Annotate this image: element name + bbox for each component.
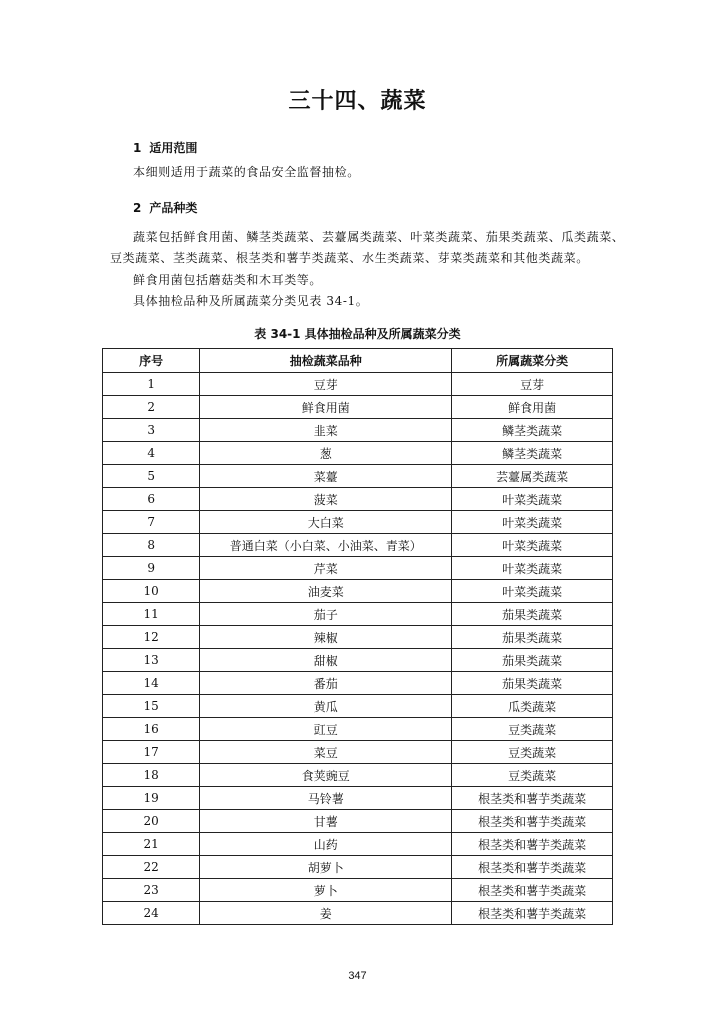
table-row (103, 695, 613, 718)
cell-no: 5 (103, 465, 200, 488)
cell-category: 根茎类和薯芋类蔬菜 (452, 879, 613, 902)
table-row (103, 902, 613, 925)
cell-no: 7 (103, 511, 200, 534)
table-row (103, 787, 613, 810)
cell-variety: 菜豆 (200, 741, 452, 764)
cell-no: 19 (103, 787, 200, 810)
section-title: 产品种类 (149, 201, 198, 215)
cell-variety: 菠菜 (200, 488, 452, 511)
table-row (103, 373, 613, 396)
cell-variety: 豆芽 (200, 373, 452, 396)
cell-category: 叶菜类蔬菜 (452, 534, 613, 557)
cell-category: 豆类蔬菜 (452, 741, 613, 764)
cell-category: 鲜食用菌 (452, 396, 613, 419)
cell-variety: 萝卜 (200, 879, 452, 902)
cell-variety: 油麦菜 (200, 580, 452, 603)
table-row (103, 833, 613, 856)
cell-no: 18 (103, 764, 200, 787)
section-heading-scope (133, 139, 197, 156)
cell-variety: 菜薹 (200, 465, 452, 488)
section-title: 适用范围 (149, 141, 198, 155)
table-row (103, 764, 613, 787)
table-row (103, 718, 613, 741)
cell-no: 2 (103, 396, 200, 419)
cell-no: 15 (103, 695, 200, 718)
table-header-row (103, 349, 613, 373)
cell-variety: 芹菜 (200, 557, 452, 580)
paragraph-table-ref: 具体抽检品种及所属蔬菜分类见表 34-1。 (133, 294, 369, 308)
cell-category: 根茎类和薯芋类蔬菜 (452, 902, 613, 925)
cell-variety: 葱 (200, 442, 452, 465)
cell-category: 茄果类蔬菜 (452, 603, 613, 626)
cell-variety: 马铃薯 (200, 787, 452, 810)
cell-no: 14 (103, 672, 200, 695)
cell-no: 8 (103, 534, 200, 557)
cell-no: 21 (103, 833, 200, 856)
cell-variety: 食荚豌豆 (200, 764, 452, 787)
cell-category: 芸薹属类蔬菜 (452, 465, 613, 488)
cell-category: 茄果类蔬菜 (452, 649, 613, 672)
header-category: 所属蔬菜分类 (452, 349, 613, 373)
header-variety: 抽检蔬菜品种 (200, 349, 452, 373)
cell-category: 叶菜类蔬菜 (452, 557, 613, 580)
table-row (103, 580, 613, 603)
table-row (103, 488, 613, 511)
paragraph-mushrooms: 鲜食用菌包括蘑菇类和木耳类等。 (133, 273, 323, 287)
section-number: 1 (133, 141, 142, 155)
table-row (103, 810, 613, 833)
cell-category: 豆芽 (452, 373, 613, 396)
cell-no: 10 (103, 580, 200, 603)
cell-category: 叶菜类蔬菜 (452, 511, 613, 534)
paragraph-scope: 本细则适用于蔬菜的食品安全监督抽检。 (133, 165, 360, 179)
cell-no: 9 (103, 557, 200, 580)
table-row (103, 603, 613, 626)
cell-no: 3 (103, 419, 200, 442)
cell-no: 12 (103, 626, 200, 649)
cell-no: 1 (103, 373, 200, 396)
cell-no: 16 (103, 718, 200, 741)
cell-variety: 番茄 (200, 672, 452, 695)
cell-category: 鳞茎类蔬菜 (452, 442, 613, 465)
cell-no: 20 (103, 810, 200, 833)
cell-category: 根茎类和薯芋类蔬菜 (452, 833, 613, 856)
table-row (103, 534, 613, 557)
cell-variety: 胡萝卜 (200, 856, 452, 879)
paragraph-categories-line2: 豆类蔬菜、茎类蔬菜、根茎类和薯芋类蔬菜、水生类蔬菜、芽菜类蔬菜和其他类蔬菜。 (110, 251, 589, 265)
table-row (103, 856, 613, 879)
cell-category: 根茎类和薯芋类蔬菜 (452, 856, 613, 879)
table-row (103, 511, 613, 534)
cell-no: 11 (103, 603, 200, 626)
cell-category: 鳞茎类蔬菜 (452, 419, 613, 442)
cell-no: 13 (103, 649, 200, 672)
table-body (103, 373, 613, 925)
cell-category: 叶菜类蔬菜 (452, 488, 613, 511)
table-row (103, 465, 613, 488)
table-row (103, 396, 613, 419)
cell-variety: 山药 (200, 833, 452, 856)
section-number: 2 (133, 201, 142, 215)
vegetable-table (102, 348, 613, 925)
cell-no: 4 (103, 442, 200, 465)
table-caption: 表 34-1 具体抽检品种及所属蔬菜分类 (254, 327, 461, 341)
header-no: 序号 (103, 349, 200, 373)
table-row (103, 672, 613, 695)
page-title: 三十四、蔬菜 (288, 89, 427, 114)
cell-variety: 鲜食用菌 (200, 396, 452, 419)
table-row (103, 626, 613, 649)
section-heading-categories (133, 199, 197, 216)
table-row (103, 419, 613, 442)
cell-variety: 辣椒 (200, 626, 452, 649)
cell-no: 17 (103, 741, 200, 764)
cell-variety: 韭菜 (200, 419, 452, 442)
cell-variety: 姜 (200, 902, 452, 925)
cell-no: 22 (103, 856, 200, 879)
cell-variety: 茄子 (200, 603, 452, 626)
cell-category: 豆类蔬菜 (452, 764, 613, 787)
table-row (103, 442, 613, 465)
page-number: 347 (348, 970, 367, 982)
cell-variety: 黄瓜 (200, 695, 452, 718)
table-row (103, 879, 613, 902)
cell-category: 茄果类蔬菜 (452, 626, 613, 649)
cell-category: 叶菜类蔬菜 (452, 580, 613, 603)
cell-no: 24 (103, 902, 200, 925)
cell-variety: 普通白菜（小白菜、小油菜、青菜） (200, 534, 452, 557)
table-row (103, 741, 613, 764)
cell-category: 豆类蔬菜 (452, 718, 613, 741)
cell-category: 茄果类蔬菜 (452, 672, 613, 695)
cell-category: 瓜类蔬菜 (452, 695, 613, 718)
cell-no: 23 (103, 879, 200, 902)
cell-variety: 甘薯 (200, 810, 452, 833)
table-row (103, 649, 613, 672)
cell-category: 根茎类和薯芋类蔬菜 (452, 810, 613, 833)
cell-no: 6 (103, 488, 200, 511)
cell-variety: 甜椒 (200, 649, 452, 672)
cell-variety: 豇豆 (200, 718, 452, 741)
table-row (103, 557, 613, 580)
cell-variety: 大白菜 (200, 511, 452, 534)
paragraph-categories-line1: 蔬菜包括鲜食用菌、鳞茎类蔬菜、芸薹属类蔬菜、叶菜类蔬菜、茄果类蔬菜、瓜类蔬菜、 (133, 230, 625, 244)
cell-category: 根茎类和薯芋类蔬菜 (452, 787, 613, 810)
